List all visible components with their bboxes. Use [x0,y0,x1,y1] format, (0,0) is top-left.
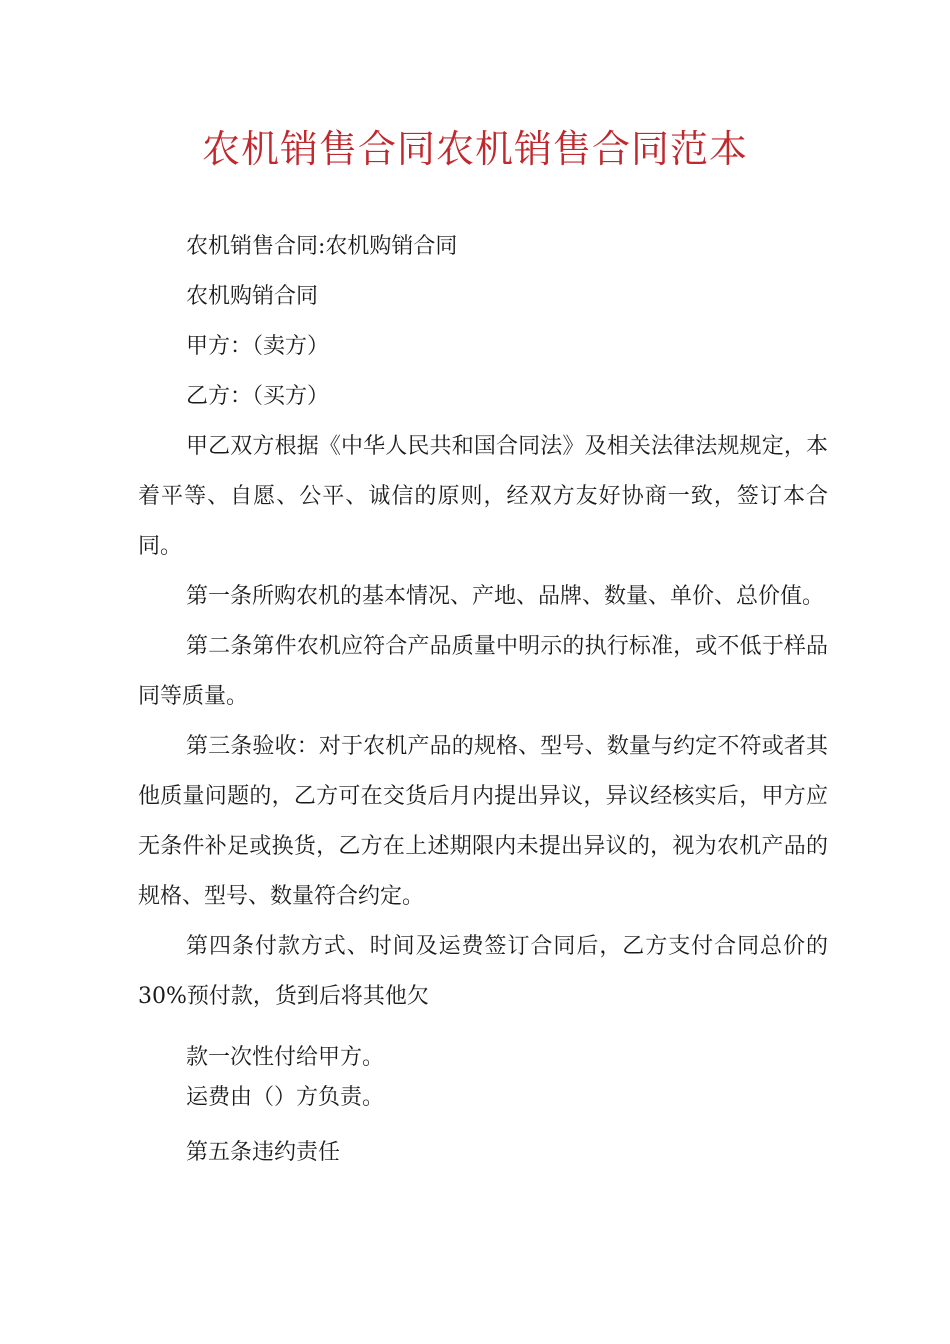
document-title: 农机销售合同农机销售合同范本 [201,127,748,171]
paragraph-payment-remainder: 款一次性付给甲方。 [186,1045,385,1070]
paragraph-party-a: 甲方：（卖方） [186,334,330,359]
paragraph-article-4: 第四条付款方式、时间及运费签订合同后，乙方支付合同总价的30%预付款，货到后将其他欠 [138,934,828,1009]
paragraph-preamble: 甲乙双方根据《中华人民共和国合同法》及相关法律法规规定，本着平等、自愿、公平、诚信的原则，经双方友好协商一致，签订本合同。 [138,434,828,559]
paragraph-contract-name: 农机购销合同 [186,284,319,309]
paragraph-article-3: 第三条验收：对于农机产品的规格、型号、数量与约定不符或者其他质量问题的，乙方可在交货后月内提出异议，异议经核实后，甲方应无条件补足或换货，乙方在上述期限内未提出异议的，视为农机产品的规格、型号、数量符合约定。 [138,734,828,909]
paragraph-article-1: 第一条所购农机的基本情况、产地、品牌、数量、单价、总价值。 [186,584,825,609]
paragraph-article-2: 第二条第件农机应符合产品质量中明示的执行标准，或不低于样品同等质量。 [138,634,828,709]
paragraph-article-5: 第五条违约责任 [186,1140,341,1165]
paragraph-contract-subtitle: 农机销售合同:农机购销合同 [186,234,458,259]
document-body [138,222,828,1178]
paragraph-party-b: 乙方：（买方） [186,384,330,409]
paragraph-freight: 运费由（）方负责。 [186,1085,385,1110]
